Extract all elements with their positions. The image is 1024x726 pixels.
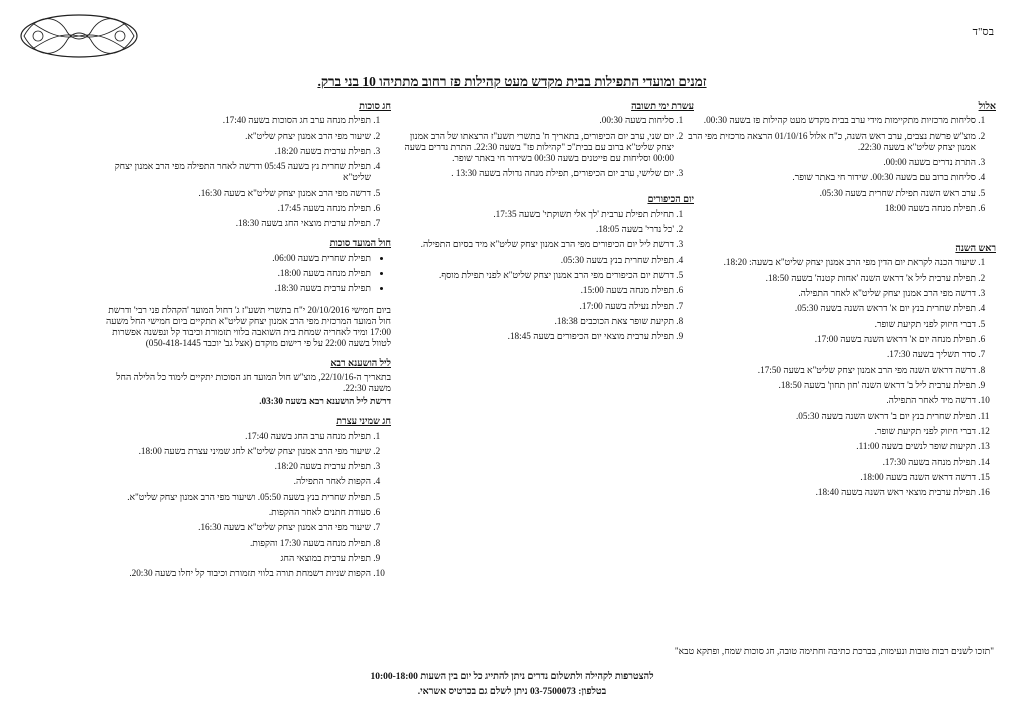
footer — [0, 670, 1024, 699]
list-item: 16. תפילת ערבית מוצאי ראש השנה בשעה 18:40. — [686, 487, 976, 498]
list-item: 7. תפילת ערבית מוצאי החג בשעה 18:30. — [101, 218, 371, 229]
section-heading-teshuva: עשרת ימי תשובה — [631, 102, 694, 112]
list-item: 9. תפילת ערבית ליל ב' דראש השנה 'חון תחון' בשעה 18:50. — [686, 380, 976, 391]
list-item: 9. תפילת ערבית מוצאי יום הכיפורים בשעה 18:45. — [404, 331, 674, 342]
list-item: 5. דרשת יום הכיפורים מפי הרב אמנון יצחק שליט"א לפני תפילת מוסף. — [404, 270, 674, 281]
hoshana-paragraph: בתאריך ה-22/10/16, מוצ"ש חול המועד חג הסוכות יתקיים לימוד כל הלילה החל משעה 22:30. — [116, 372, 391, 394]
list-item: 3. תפילת ערבית בשעה 18:20. — [101, 461, 371, 472]
list-item: 3. התרת נדרים בשעה 00:00. — [686, 157, 976, 168]
column-elul-rosh-hashana — [686, 102, 996, 508]
section-heading-hoshana: ליל הושענא רבא — [330, 358, 391, 369]
teshuva-list — [404, 115, 694, 179]
list-item: 6. תפילת מנחה בשעה 17:45. — [101, 203, 371, 214]
list-item: 7. סדר תשליך בשעה 17:30. — [686, 349, 976, 360]
list-item: 1. תפילת מנחה ערב חג הסוכות בשעה 17:40. — [101, 115, 371, 126]
list-item: • תפילת מנחה בשעה 18:00. — [101, 268, 371, 279]
chol-hamoed-paragraph: ביום חמישי 20/10/2016 י"ח בתשרי תשע"ז ג' דחול המועד 'הקהלת פני רבי' ודרשת חול המועד המרכזית מפי הרב אמנון יצחק שליט"א תתקיים ביום חמישי החל משעה 17:00 ומיד לאחריה שמחת בית השואבה בלווי תזמורת וכיבוד קל ונפשנה אפשרות לטוול בשעה 22:00 על פי רישום מוקדם (אצל גב' יוכבד 050-418-1445) — [105, 304, 391, 348]
list-item: 8. תקיעת שופר צאת הכוכבים 18:38. — [404, 316, 674, 327]
list-item: 8. תפילת מנחה בשעה 17:30 והקפות. — [101, 538, 371, 549]
list-item: • תפילת ערבית בשעה 18:30. — [101, 283, 371, 294]
list-item: 3. דרשה מפי הרב אמנון יצחק שליט"א לאחר התפילה. — [686, 288, 976, 299]
list-item: 8. דרשה דראש השנה מפי הרב אמנון יצחק שליט"א בשעה 17:50. — [686, 365, 976, 376]
list-item: • תפילת שחרית בשעה 06:00. — [101, 253, 371, 264]
list-item: 1. שיעור הכנה לקראת יום הדין מפי הרב אמנון יצחק שליט"א בשעה: 18:20. — [686, 257, 976, 268]
list-item: 3. תפילת ערבית בשעה 18:20. — [101, 146, 371, 157]
list-item: 3. דרשת ליל יום הכיפורים מפי הרב אמנון יצחק שליט"א מיד בסיום התפילה. — [404, 239, 674, 250]
section-heading-chol-hamoed: חול המועד סוכות — [329, 239, 391, 250]
section-heading-sukkot: חג סוכות — [359, 102, 391, 112]
section-heading-shmini: חג שמיני עצרת — [336, 417, 391, 428]
rosh-hashana-list — [686, 257, 996, 498]
list-item: 3. יום שלישי, ערב יום הכיפורים, תפילת מנחה גדולה בשעה 13:30 . — [404, 168, 674, 179]
list-item: 5. ערב ראש השנה תפילת שחרית בשעה 05:30. — [686, 188, 976, 199]
list-item: 4. תפילת שחרית בנץ בשעה 05:30. — [404, 255, 674, 266]
list-item: 7. תפילת נעילה בשעה 17:00. — [404, 301, 674, 312]
section-heading-rosh-hashana: ראש השנה — [955, 244, 996, 255]
list-item: 2. 'כל נדרי' בשעה 18:05. — [404, 224, 674, 235]
section-heading-kippur: יום הכיפורים — [647, 195, 694, 206]
section-heading-elul: אלול — [978, 102, 996, 112]
list-item: 2. תפילת ערבית ליל א' דראש השנה 'אחות קטנה' בשעה 18:50. — [686, 273, 976, 284]
list-item: 10. הקפות שניות דשמחת תורה בלווי תזמורת וכיבוד קל יחלו בשעה 20:30. — [101, 568, 371, 579]
list-item: 1. סליחות בשעה 00:30. — [404, 115, 674, 126]
community-logo — [16, 10, 142, 62]
list-item: 11. תפילת שחרית בנץ יום ב' דראש השנה בשעה 05:30. — [686, 411, 976, 422]
page-title: זמנים ומועדי התפילות בבית מקדש מעט קהילות פז רחוב מתתיהו 10 בני ברק. — [317, 74, 707, 89]
list-item: 12. דברי חיזוק לפני תקיעת שופר. — [686, 426, 976, 437]
list-item: 13. תקיעות שופר לנשים בשעה 11:00. — [686, 441, 976, 452]
list-item: 6. תפילת מנחה יום א' דראש השנה בשעה 17:00. — [686, 334, 976, 345]
list-item: 6. תפילת מנחה בשעה 18:00 — [686, 203, 976, 214]
list-item: 2. שיעור מפי הרב אמנון יצחק שליט"א לחג שמיני עצרת בשעה 18:00. — [101, 446, 371, 457]
logo-ornament — [16, 10, 142, 62]
footer-line-hours: להצטרפות לקהילה ולתשלום נדרים ניתן להתייג כל יום בין השעות 10:00-18:00 — [370, 672, 654, 682]
kippur-list — [404, 209, 694, 343]
elul-list — [686, 115, 996, 214]
hoshana-drasha: דרשת ליל הושענא רבא בשעה 03:30. — [259, 396, 391, 407]
list-item: 1. סליחות מרכזיות מתקיימות מידי ערב בבית מקדש מעט קהילות פז בשעה 00:30. — [686, 115, 976, 126]
sukkot-list — [101, 115, 391, 229]
list-item: 4. סליחות ברוב עם בשעה 00:30. שידור חי באתר שופר. — [686, 172, 976, 183]
list-item: 5. דברי חיזוק לפני תקיעת שופר. — [686, 319, 976, 330]
list-item: 5. דרשה מפי הרב אמנון יצחק שליט"א בשעה 16:30. — [101, 188, 371, 199]
list-item: 7. שיעור מפי הרב אמנון יצחק שליט"א בשעה 16:30. — [101, 522, 371, 533]
column-teshuva-kippur — [404, 102, 694, 352]
list-item: 4. הקפות לאחר התפילה. — [101, 476, 371, 487]
list-item: 10. דרשה מיד לאחר התפילה. — [686, 395, 976, 406]
chol-hamoed-list — [101, 253, 391, 295]
list-item: 9. תפילת ערבית במוצאי החג — [101, 553, 371, 564]
list-item: 15. דרשה דראש השנה בשעה 18:00. — [686, 472, 976, 483]
list-item: 6. תפילת מנחה בשעה 15:00. — [404, 285, 674, 296]
blessing-text: "תזכו לשנים רבות טובות ונעימות, בברכת כתיבה וחתימה טובה, חג סוכות שמח, ופתקא טבא" — [674, 646, 994, 656]
footer-line-phone: בטלפון: 03-7500073 ניתן לשלם גם בכרטיס אשראי. — [417, 686, 607, 697]
bsd-mark: בס"ד — [972, 26, 994, 38]
list-item: 6. סעודת חתנים לאחר ההקפות. — [101, 507, 371, 518]
list-item: 2. מוצ"ש פרשת נצבים, ערב ראש השנה, כ"ח אלול 01/10/16 הרצאה מרכזית מפי הרב אמנון יצחק שליט"א בשעה 22:30. — [686, 131, 976, 153]
list-item: 1. תחילת תפילת ערבית 'לך אלי תשוקתי' בשעה 17:35. — [404, 209, 674, 220]
shmini-list — [101, 431, 391, 580]
list-item: 4. תפילת שחרית נץ בשעה 05:45 ודרשה לאחר התפילה מפי הרב אמנון יצחק שליט"א — [101, 161, 371, 183]
list-item: 5. תפילת שחרית בנץ בשעה 05:50. ושיעור מפי הרב אמנון יצחק שליט"א. — [101, 492, 371, 503]
list-item: 4. תפילת שחרית בנץ יום א' דראש השנה בשעה 05:30. — [686, 303, 976, 314]
column-sukkot — [101, 102, 391, 589]
list-item: 2. שיעור מפי הרב אמנון יצחק שליט"א. — [101, 131, 371, 142]
list-item: 14. תפילת מנחה בשעה 17:30. — [686, 457, 976, 468]
list-item: 1. תפילת מנחה ערב החג בשעה 17:40. — [101, 431, 371, 442]
list-item: 2. יום שני, ערב יום הכיפורים, בתאריך ח' בתשרי תשע"ז הרצאתו של הרב אמנון יצחק שליט"א ברוב עם בבית"כ "קהילות פז" בשעה 22:30. התרת נדרים בשעה 00:00 וסליחות עם פייטנים בשעה 00:30 בשידור חי באתר שופר. — [404, 131, 674, 164]
